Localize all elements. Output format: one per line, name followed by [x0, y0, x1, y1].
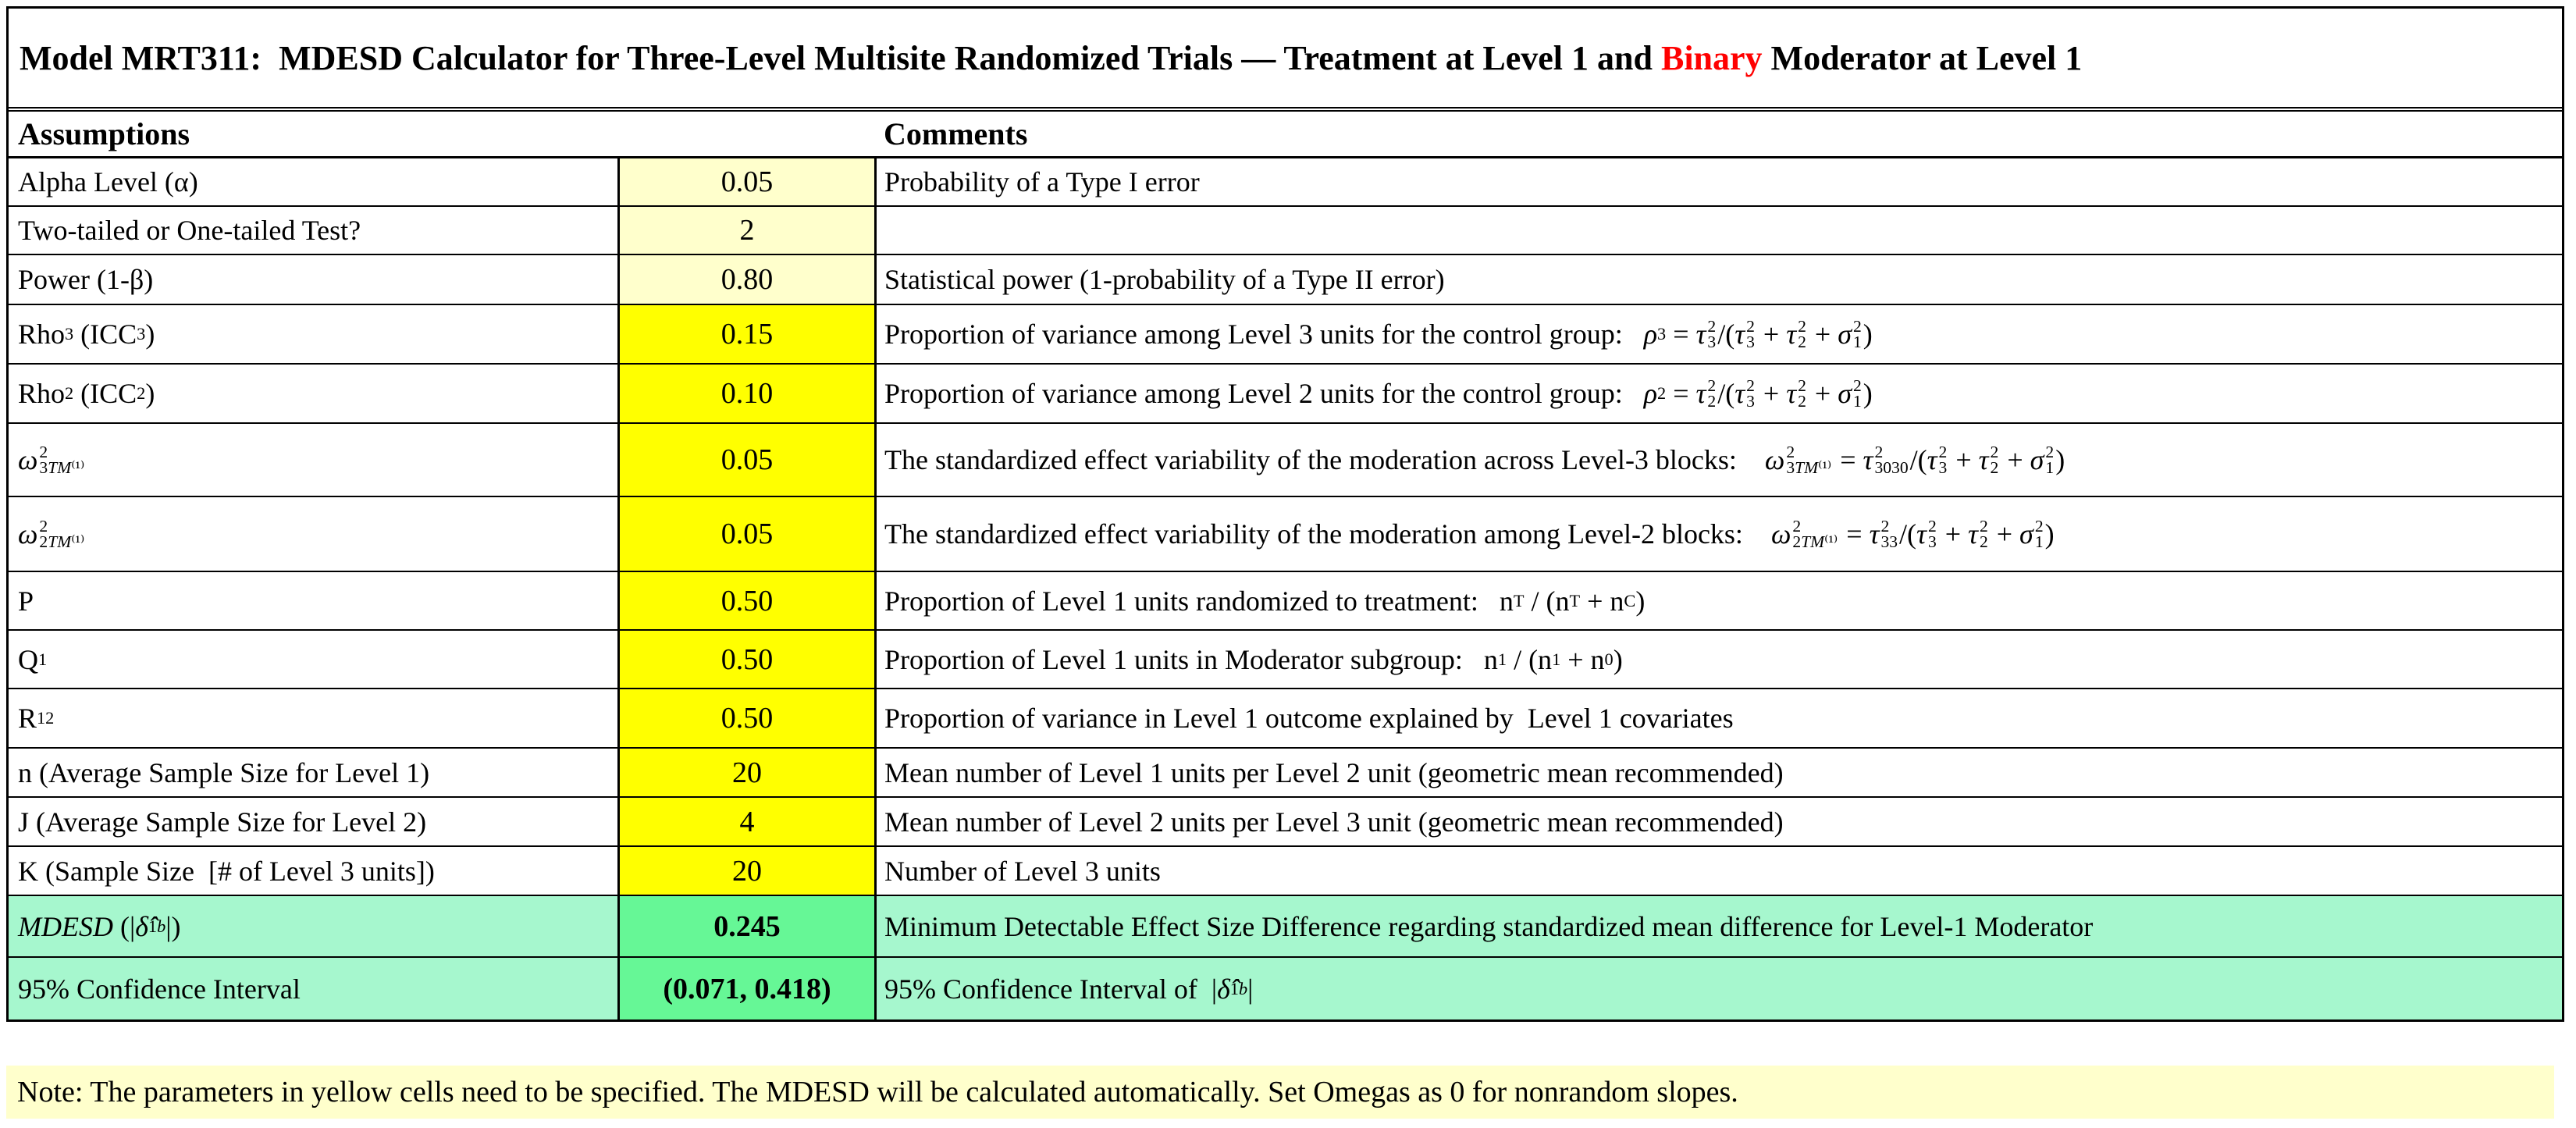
comment-tails [874, 207, 2562, 255]
comment-mdesd: Minimum Detectable Effect Size Difference regarding standardized mean difference for Level-1 Moderator [874, 896, 2562, 958]
comment-q1: Proportion of Level 1 units in Moderator subgroup: n 1 / (n 1 + n 0 ) [874, 631, 2562, 689]
comments-header: Comments [874, 112, 2562, 158]
label-rho3: Rho 3 (ICC 3 ) [9, 305, 617, 365]
comment-power: Statistical power (1-probability of a Type II error) [874, 255, 2562, 305]
label-n: n (Average Sample Size for Level 1) [9, 749, 617, 798]
label-p: P [9, 572, 617, 631]
assumptions-header: Assumptions [9, 112, 874, 158]
label-tails: Two-tailed or One-tailed Test? [9, 207, 617, 255]
model-title-highlight: Binary [1660, 38, 1763, 77]
comment-k: Number of Level 3 units [874, 847, 2562, 896]
value-k[interactable]: 20 [617, 847, 874, 896]
value-q1[interactable]: 0.50 [617, 631, 874, 689]
comment-rho2: Proportion of variance among Level 2 units for the control group: ρ 2 = τ 2 2 /( τ 2 3 + τ 2 2 + σ 2 1 ) [874, 365, 2562, 424]
label-k: K (Sample Size [# of Level 3 units]) [9, 847, 617, 896]
model-title-prefix: Model MRT311: MDESD Calculator for Three-Level Multisite Randomized Trials — Treatment at Level 1 and [20, 38, 1661, 77]
value-p[interactable]: 0.50 [617, 572, 874, 631]
comment-n: Mean number of Level 1 units per Level 2 unit (geometric mean recommended) [874, 749, 2562, 798]
label-ci: 95% Confidence Interval [9, 958, 617, 1019]
value-omega2[interactable]: 0.05 [617, 497, 874, 572]
comment-r1sq: Proportion of variance in Level 1 outcome explained by Level 1 covariates [874, 689, 2562, 749]
value-power[interactable]: 0.80 [617, 255, 874, 305]
comment-omega2: The standardized effect variability of the moderation among Level-2 blocks: ω 2 2TM⁽¹⁾ = τ 2 33 /( τ 2 3 + τ 2 2 + σ 2 1 ) [874, 497, 2562, 572]
label-mdesd: MDESD (| δ̂ 1b |) [9, 896, 617, 958]
comment-rho3: Proportion of variance among Level 3 units for the control group: ρ 3 = τ 2 3 /( τ 2 3 + τ 2 2 + σ 2 1 ) [874, 305, 2562, 365]
label-r1sq: R 1 2 [9, 689, 617, 749]
comment-j: Mean number of Level 2 units per Level 3 unit (geometric mean recommended) [874, 798, 2562, 847]
value-ci: (0.071, 0.418) [617, 958, 874, 1019]
label-power: Power (1-β) [9, 255, 617, 305]
value-mdesd: 0.245 [617, 896, 874, 958]
label-alpha: Alpha Level (α) [9, 158, 617, 207]
label-omega3: ω 2 3TM⁽¹⁾ [9, 424, 617, 497]
value-j[interactable]: 4 [617, 798, 874, 847]
note-bar: Note: The parameters in yellow cells need to be specified. The MDESD will be calculated automatically. Set Omegas as 0 for nonrandom slopes. [6, 1066, 2554, 1119]
label-j: J (Average Sample Size for Level 2) [9, 798, 617, 847]
value-rho2[interactable]: 0.10 [617, 365, 874, 424]
comment-ci: 95% Confidence Interval of | δ̂ 1b | [874, 958, 2562, 1019]
value-alpha[interactable]: 0.05 [617, 158, 874, 207]
comment-p: Proportion of Level 1 units randomized to treatment: n T / (n T + n C ) [874, 572, 2562, 631]
value-rho3[interactable]: 0.15 [617, 305, 874, 365]
label-q1: Q 1 [9, 631, 617, 689]
calc-table [6, 6, 2564, 1022]
value-r1sq[interactable]: 0.50 [617, 689, 874, 749]
label-omega2: ω 2 2TM⁽¹⁾ [9, 497, 617, 572]
comment-omega3: The standardized effect variability of the moderation across Level-3 blocks: ω 2 3TM⁽¹⁾ = τ 2 3030 /( τ 2 3 + τ 2 2 + σ 2 1 ) [874, 424, 2562, 497]
model-title-suffix: Moderator at Level 1 [1762, 38, 2083, 77]
value-tails[interactable]: 2 [617, 207, 874, 255]
model-title [9, 9, 2562, 112]
value-omega3[interactable]: 0.05 [617, 424, 874, 497]
comment-alpha: Probability of a Type I error [874, 158, 2562, 207]
value-n[interactable]: 20 [617, 749, 874, 798]
label-rho2: Rho 2 (ICC 2 ) [9, 365, 617, 424]
